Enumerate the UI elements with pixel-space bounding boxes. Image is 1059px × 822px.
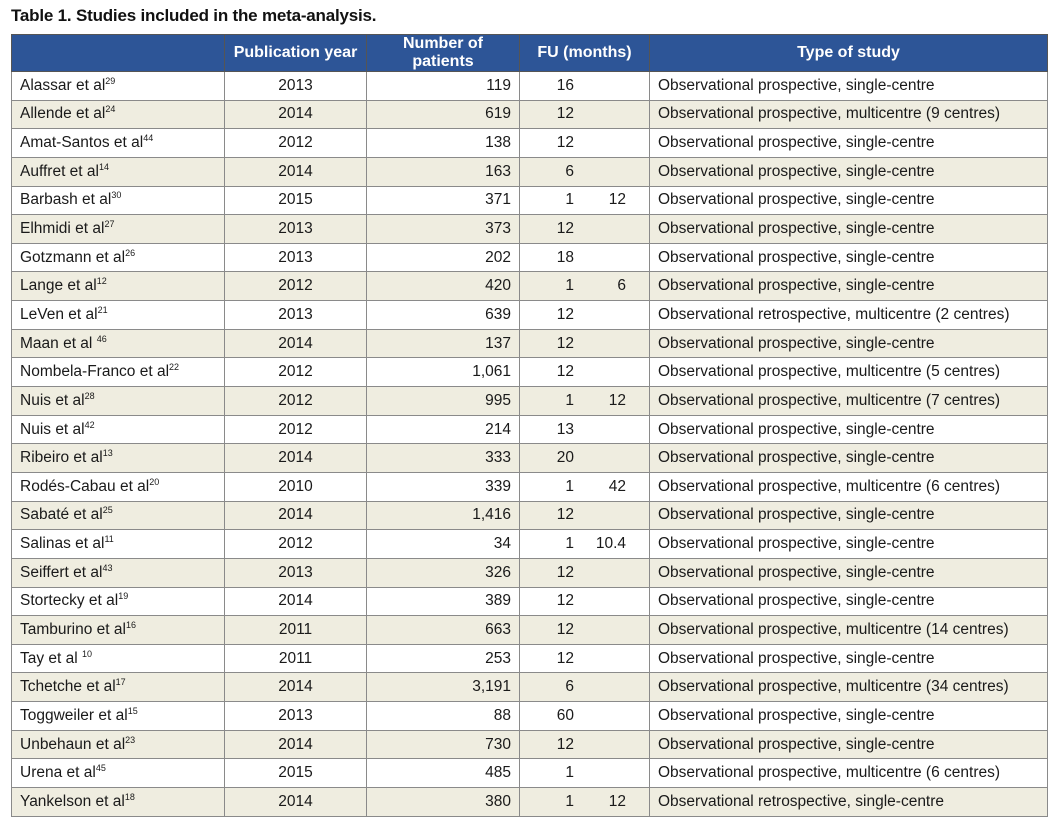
- type-of-study-cell: Observational prospective, single-centre: [650, 157, 1048, 186]
- reference-number: 24: [105, 104, 116, 115]
- table-header-row: [12, 35, 1048, 72]
- study-cell: [12, 702, 225, 731]
- table-row: [12, 788, 1048, 817]
- fu-months-cell: [520, 587, 650, 616]
- type-of-study-cell: Observational prospective, single-centre: [650, 587, 1048, 616]
- fu-value: 12: [556, 105, 574, 123]
- reference-number: 12: [96, 276, 107, 287]
- type-of-study-cell: Observational prospective, single-centre: [650, 530, 1048, 559]
- header-study: [12, 35, 225, 72]
- fu-months-cell: [520, 129, 650, 158]
- reference-number: 23: [125, 734, 136, 745]
- table-row: [12, 243, 1048, 272]
- publication-year-cell: 2013: [225, 301, 367, 330]
- reference-number: 27: [104, 219, 115, 230]
- table-row: [12, 644, 1048, 673]
- table-row: [12, 186, 1048, 215]
- type-of-study-cell: Observational retrospective, single-centre: [650, 788, 1048, 817]
- publication-year-cell: 2013: [225, 558, 367, 587]
- table-body: [12, 72, 1048, 817]
- type-of-study-cell: Observational prospective, single-centre: [650, 730, 1048, 759]
- reference-number: 21: [97, 304, 108, 315]
- publication-year-cell: 2013: [225, 72, 367, 101]
- study-name: Nuis et al: [20, 420, 85, 438]
- study-name: Alassar et al: [20, 76, 106, 94]
- study-name: Tchetche et al: [20, 678, 116, 696]
- number-of-patients-cell: 339: [367, 472, 520, 501]
- reference-number: 10: [82, 648, 93, 659]
- fu-months-cell: [520, 301, 650, 330]
- reference-number: 43: [102, 562, 113, 573]
- publication-year-cell: 2015: [225, 759, 367, 788]
- reference-number: 16: [125, 619, 136, 630]
- publication-year-cell: 2012: [225, 415, 367, 444]
- fu-value: 12: [556, 592, 574, 610]
- study-name: Auffret et al: [20, 162, 99, 180]
- study-name: Gotzmann et al: [20, 248, 126, 266]
- study-cell: [12, 558, 225, 587]
- fu-value-secondary: 6: [617, 277, 626, 295]
- fu-value: 18: [556, 248, 574, 266]
- fu-value: 12: [556, 134, 574, 152]
- study-cell: [12, 530, 225, 559]
- type-of-study-cell: Observational prospective, single-centre: [650, 415, 1048, 444]
- type-of-study-cell: Observational prospective, single-centre: [650, 215, 1048, 244]
- fu-value-secondary: 12: [608, 391, 626, 409]
- table-row: [12, 329, 1048, 358]
- study-cell: [12, 157, 225, 186]
- publication-year-cell: 2013: [225, 215, 367, 244]
- study-name: Elhmidi et al: [20, 220, 105, 238]
- study-cell: [12, 616, 225, 645]
- reference-number: 15: [127, 705, 138, 716]
- study-name: Barbash et al: [20, 191, 112, 209]
- number-of-patients-cell: 202: [367, 243, 520, 272]
- reference-number: 42: [84, 419, 95, 430]
- fu-value: 60: [556, 706, 574, 724]
- table-row: [12, 616, 1048, 645]
- type-of-study-cell: Observational prospective, single-centre: [650, 129, 1048, 158]
- number-of-patients-cell: 639: [367, 301, 520, 330]
- fu-months-cell: [520, 329, 650, 358]
- publication-year-cell: 2014: [225, 788, 367, 817]
- type-of-study-cell: Observational prospective, single-centre: [650, 272, 1048, 301]
- type-of-study-cell: Observational prospective, single-centre: [650, 243, 1048, 272]
- study-name: Stortecky et al: [20, 592, 119, 610]
- number-of-patients-cell: 663: [367, 616, 520, 645]
- table-row: [12, 157, 1048, 186]
- number-of-patients-cell: 214: [367, 415, 520, 444]
- study-name: Nombela-Franco et al: [20, 363, 170, 381]
- type-of-study-cell: Observational prospective, multicentre (6 centres): [650, 759, 1048, 788]
- publication-year-cell: 2010: [225, 472, 367, 501]
- table-row: [12, 129, 1048, 158]
- number-of-patients-cell: 371: [367, 186, 520, 215]
- type-of-study-cell: Observational prospective, single-centre: [650, 501, 1048, 530]
- table-row: [12, 444, 1048, 473]
- publication-year-cell: 2012: [225, 387, 367, 416]
- publication-year-cell: 2011: [225, 644, 367, 673]
- study-cell: [12, 100, 225, 129]
- publication-year-cell: 2014: [225, 100, 367, 129]
- number-of-patients-cell: 3,191: [367, 673, 520, 702]
- study-cell: [12, 243, 225, 272]
- fu-value: 1: [565, 764, 574, 782]
- study-name: Unbehaun et al: [20, 735, 126, 753]
- type-of-study-cell: Observational retrospective, multicentre (2 centres): [650, 301, 1048, 330]
- reference-number: 22: [169, 362, 180, 373]
- table-row: [12, 358, 1048, 387]
- number-of-patients-cell: 995: [367, 387, 520, 416]
- study-name: LeVen et al: [20, 305, 98, 323]
- fu-value: 12: [556, 363, 574, 381]
- fu-months-cell: [520, 501, 650, 530]
- table-row: [12, 587, 1048, 616]
- number-of-patients-cell: 485: [367, 759, 520, 788]
- fu-value: 1: [565, 535, 574, 553]
- header-number-of-patients: Number of patients: [367, 35, 520, 72]
- number-of-patients-cell: 1,061: [367, 358, 520, 387]
- study-name: Amat-Santos et al: [20, 134, 144, 152]
- reference-number: 25: [102, 505, 113, 516]
- fu-months-cell: [520, 100, 650, 129]
- study-cell: [12, 759, 225, 788]
- table-row: [12, 301, 1048, 330]
- number-of-patients-cell: 88: [367, 702, 520, 731]
- fu-months-cell: [520, 358, 650, 387]
- header-fu-months: FU (months): [520, 35, 650, 72]
- study-name: Lange et al: [20, 277, 97, 295]
- type-of-study-cell: Observational prospective, single-centre: [650, 72, 1048, 101]
- study-cell: [12, 501, 225, 530]
- publication-year-cell: 2015: [225, 186, 367, 215]
- study-name: Nuis et al: [20, 391, 85, 409]
- publication-year-cell: 2014: [225, 587, 367, 616]
- number-of-patients-cell: 420: [367, 272, 520, 301]
- fu-value-secondary: 12: [608, 792, 626, 810]
- study-name: Seiffert et al: [20, 563, 103, 581]
- fu-value: 12: [556, 620, 574, 638]
- table-row: [12, 472, 1048, 501]
- reference-number: 18: [124, 791, 135, 802]
- reference-number: 30: [111, 190, 122, 201]
- number-of-patients-cell: 373: [367, 215, 520, 244]
- fu-months-cell: [520, 472, 650, 501]
- fu-months-cell: [520, 788, 650, 817]
- publication-year-cell: 2012: [225, 530, 367, 559]
- table-row: [12, 730, 1048, 759]
- fu-value: 1: [565, 191, 574, 209]
- type-of-study-cell: Observational prospective, single-centre: [650, 644, 1048, 673]
- fu-months-cell: [520, 186, 650, 215]
- table-row: [12, 72, 1048, 101]
- study-cell: [12, 415, 225, 444]
- number-of-patients-cell: 34: [367, 530, 520, 559]
- reference-number: 19: [118, 591, 129, 602]
- type-of-study-cell: Observational prospective, multicentre (7 centres): [650, 387, 1048, 416]
- study-name: Tamburino et al: [20, 620, 126, 638]
- reference-number: 11: [104, 534, 114, 545]
- number-of-patients-cell: 380: [367, 788, 520, 817]
- study-cell: [12, 186, 225, 215]
- fu-months-cell: [520, 387, 650, 416]
- type-of-study-cell: Observational prospective, multicentre (14 centres): [650, 616, 1048, 645]
- studies-table: [11, 34, 1048, 817]
- study-name: Salinas et al: [20, 535, 105, 553]
- publication-year-cell: 2014: [225, 501, 367, 530]
- fu-months-cell: [520, 673, 650, 702]
- publication-year-cell: 2012: [225, 272, 367, 301]
- study-name: Urena et al: [20, 764, 96, 782]
- study-cell: [12, 587, 225, 616]
- publication-year-cell: 2014: [225, 444, 367, 473]
- table-row: [12, 415, 1048, 444]
- type-of-study-cell: Observational prospective, multicentre (6 centres): [650, 472, 1048, 501]
- reference-number: 28: [84, 390, 95, 401]
- study-cell: [12, 358, 225, 387]
- number-of-patients-cell: 137: [367, 329, 520, 358]
- fu-value: 12: [556, 334, 574, 352]
- fu-value: 12: [556, 563, 574, 581]
- table-row: [12, 759, 1048, 788]
- fu-value: 1: [565, 277, 574, 295]
- type-of-study-cell: Observational prospective, multicentre (34 centres): [650, 673, 1048, 702]
- table-row: [12, 501, 1048, 530]
- fu-value: 6: [565, 162, 574, 180]
- number-of-patients-cell: 333: [367, 444, 520, 473]
- study-name: Sabaté et al: [20, 506, 103, 524]
- header-type-of-study: Type of study: [650, 35, 1048, 72]
- study-cell: [12, 730, 225, 759]
- study-name: Toggweiler et al: [20, 706, 128, 724]
- reference-number: 20: [149, 476, 160, 487]
- reference-number: 46: [96, 333, 107, 344]
- study-cell: [12, 788, 225, 817]
- type-of-study-cell: Observational prospective, single-centre: [650, 444, 1048, 473]
- type-of-study-cell: Observational prospective, single-centre: [650, 186, 1048, 215]
- fu-value: 1: [565, 391, 574, 409]
- reference-number: 26: [125, 247, 136, 258]
- fu-value-secondary: 10.4: [595, 535, 626, 553]
- number-of-patients-cell: 119: [367, 72, 520, 101]
- fu-value: 20: [556, 449, 574, 467]
- study-cell: [12, 472, 225, 501]
- fu-months-cell: [520, 530, 650, 559]
- type-of-study-cell: Observational prospective, single-centre: [650, 329, 1048, 358]
- study-name: Yankelson et al: [20, 792, 125, 810]
- publication-year-cell: 2014: [225, 673, 367, 702]
- study-name: Rodés-Cabau et al: [20, 477, 150, 495]
- fu-value: 1: [565, 792, 574, 810]
- fu-value: 12: [556, 506, 574, 524]
- number-of-patients-cell: 326: [367, 558, 520, 587]
- study-cell: [12, 387, 225, 416]
- type-of-study-cell: Observational prospective, single-centre: [650, 558, 1048, 587]
- study-cell: [12, 444, 225, 473]
- study-cell: [12, 673, 225, 702]
- type-of-study-cell: Observational prospective, single-centre: [650, 702, 1048, 731]
- study-name: Tay et al: [20, 649, 83, 667]
- fu-value: 13: [556, 420, 574, 438]
- publication-year-cell: 2013: [225, 702, 367, 731]
- type-of-study-cell: Observational prospective, multicentre (9 centres): [650, 100, 1048, 129]
- fu-months-cell: [520, 243, 650, 272]
- reference-number: 14: [98, 161, 109, 172]
- publication-year-cell: 2012: [225, 129, 367, 158]
- table-row: [12, 702, 1048, 731]
- type-of-study-cell: Observational prospective, multicentre (5 centres): [650, 358, 1048, 387]
- table-row: [12, 530, 1048, 559]
- table-row: [12, 673, 1048, 702]
- study-name: Ribeiro et al: [20, 449, 103, 467]
- fu-months-cell: [520, 558, 650, 587]
- number-of-patients-cell: 619: [367, 100, 520, 129]
- number-of-patients-cell: 730: [367, 730, 520, 759]
- table-row: [12, 272, 1048, 301]
- fu-value: 12: [556, 649, 574, 667]
- study-cell: [12, 129, 225, 158]
- table-row: [12, 558, 1048, 587]
- fu-value: 12: [556, 220, 574, 238]
- study-cell: [12, 272, 225, 301]
- reference-number: 44: [143, 133, 154, 144]
- publication-year-cell: 2014: [225, 157, 367, 186]
- number-of-patients-cell: 389: [367, 587, 520, 616]
- fu-value: 1: [565, 477, 574, 495]
- table-caption: Table 1. Studies included in the meta-analysis.: [11, 6, 377, 25]
- fu-value-secondary: 42: [608, 477, 626, 495]
- fu-months-cell: [520, 72, 650, 101]
- reference-number: 17: [115, 677, 126, 688]
- study-cell: [12, 329, 225, 358]
- fu-value: 12: [556, 735, 574, 753]
- fu-months-cell: [520, 616, 650, 645]
- publication-year-cell: 2014: [225, 730, 367, 759]
- fu-months-cell: [520, 272, 650, 301]
- study-name: Allende et al: [20, 105, 106, 123]
- table-row: [12, 215, 1048, 244]
- number-of-patients-cell: 138: [367, 129, 520, 158]
- fu-value-secondary: 12: [608, 191, 626, 209]
- fu-months-cell: [520, 215, 650, 244]
- reference-number: 29: [105, 75, 116, 86]
- study-cell: [12, 301, 225, 330]
- study-name: Maan et al: [20, 334, 97, 352]
- publication-year-cell: 2011: [225, 616, 367, 645]
- study-cell: [12, 72, 225, 101]
- fu-months-cell: [520, 644, 650, 673]
- number-of-patients-cell: 163: [367, 157, 520, 186]
- fu-months-cell: [520, 730, 650, 759]
- fu-months-cell: [520, 759, 650, 788]
- header-publication-year: Publication year: [225, 35, 367, 72]
- publication-year-cell: 2013: [225, 243, 367, 272]
- fu-value: 16: [556, 76, 574, 94]
- number-of-patients-cell: 1,416: [367, 501, 520, 530]
- table-row: [12, 100, 1048, 129]
- table-row: [12, 387, 1048, 416]
- reference-number: 45: [95, 763, 106, 774]
- fu-months-cell: [520, 415, 650, 444]
- fu-value: 12: [556, 305, 574, 323]
- reference-number: 13: [102, 448, 113, 459]
- publication-year-cell: 2012: [225, 358, 367, 387]
- study-cell: [12, 215, 225, 244]
- fu-months-cell: [520, 702, 650, 731]
- study-cell: [12, 644, 225, 673]
- publication-year-cell: 2014: [225, 329, 367, 358]
- fu-months-cell: [520, 157, 650, 186]
- number-of-patients-cell: 253: [367, 644, 520, 673]
- fu-months-cell: [520, 444, 650, 473]
- fu-value: 6: [565, 678, 574, 696]
